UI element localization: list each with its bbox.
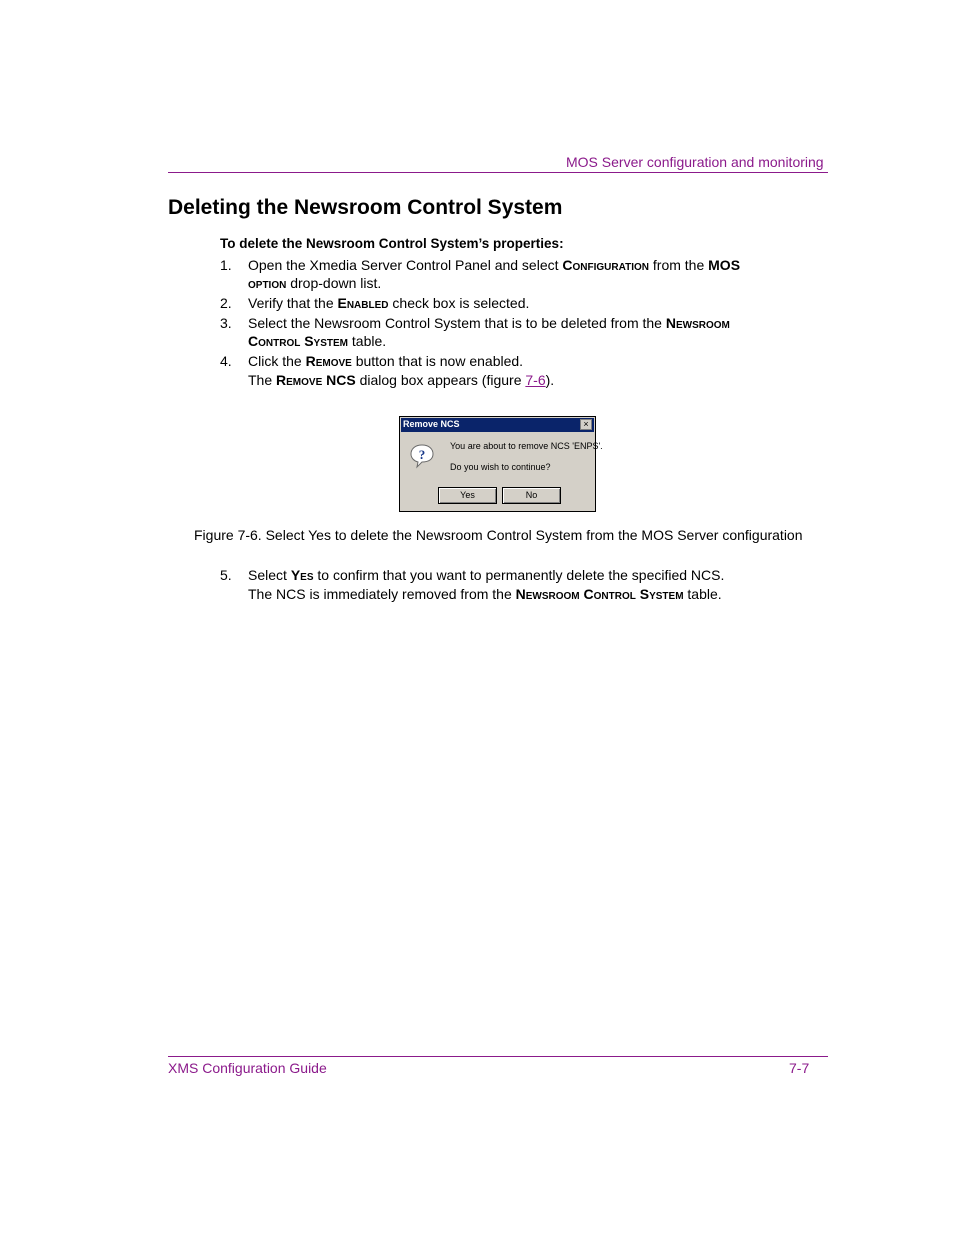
step-text: to confirm that you want to permanently delete the specified NCS. [313, 567, 725, 583]
step-text: Open the Xmedia Server Control Panel and select [248, 257, 563, 273]
ui-term-yes: Yes [290, 567, 314, 583]
ui-term-option: option [248, 275, 287, 291]
ui-term-control-system: Control System [248, 333, 349, 349]
note-text: The NCS is immediately removed from the [248, 586, 516, 602]
note-text: table. [683, 586, 722, 602]
figure-caption: Figure 7-6. Select Yes to delete the Newsroom Control System from the MOS Server configuration [194, 527, 803, 543]
step-number: 1. [220, 257, 232, 273]
step-text: Select [248, 567, 291, 583]
footer-rule [168, 1056, 828, 1057]
step-text: drop-down list. [286, 275, 382, 291]
page-number: 7-7 [789, 1060, 810, 1076]
question-icon [409, 443, 435, 469]
dialog-message-line-2: Do you wish to continue? [450, 462, 551, 472]
step-text: Click the [248, 353, 306, 369]
dialog-title: Remove NCS [403, 419, 460, 429]
ui-term-newsroom: Newsroom [665, 315, 730, 331]
figure-reference-link[interactable]: 7-6 [525, 372, 546, 388]
ui-term-remove: Remove [305, 353, 352, 369]
remove-ncs-dialog [399, 416, 603, 512]
procedure-lead: To delete the Newsroom Control System’s properties: [220, 236, 564, 251]
ui-term-mos: MOS [708, 257, 741, 273]
close-icon[interactable]: × [580, 419, 592, 430]
step-text: from the [649, 257, 709, 273]
step-text: button that is now enabled. [351, 353, 524, 369]
header-rule [168, 172, 828, 173]
note-text: The [248, 372, 277, 388]
step-text: check box is selected. [388, 295, 530, 311]
step-text: Verify that the [248, 295, 338, 311]
footer-guide-title: XMS Configuration Guide [168, 1060, 327, 1076]
note-text: ). [545, 372, 555, 388]
step-text: Select the Newsroom Control System that is to be deleted from the [248, 315, 666, 331]
section-title: Deleting the Newsroom Control System [168, 196, 563, 219]
yes-button[interactable]: Yes [438, 487, 497, 504]
step-text: table. [348, 333, 387, 349]
running-header: MOS Server configuration and monitoring [566, 154, 824, 170]
step-number: 3. [220, 315, 232, 331]
step-number: 2. [220, 295, 232, 311]
ui-term-ncs: NCS [322, 372, 356, 388]
ui-term-enabled: Enabled [337, 295, 389, 311]
ui-term-configuration: Configuration [562, 257, 649, 273]
dialog-message-line-1: You are about to remove NCS 'ENPS'. [450, 441, 603, 451]
dialog-titlebar [401, 418, 594, 432]
note-text: dialog box appears (figure [355, 372, 526, 388]
svg-text:?: ? [418, 447, 426, 462]
step-4-result [248, 372, 554, 388]
step-5-result [248, 586, 722, 602]
ui-term-remove: Remove [276, 372, 323, 388]
no-button[interactable]: No [502, 487, 561, 504]
ui-term-newsroom-control-system: Newsroom Control System [515, 586, 684, 602]
step-number: 4. [220, 353, 232, 369]
step-number: 5. [220, 567, 232, 583]
